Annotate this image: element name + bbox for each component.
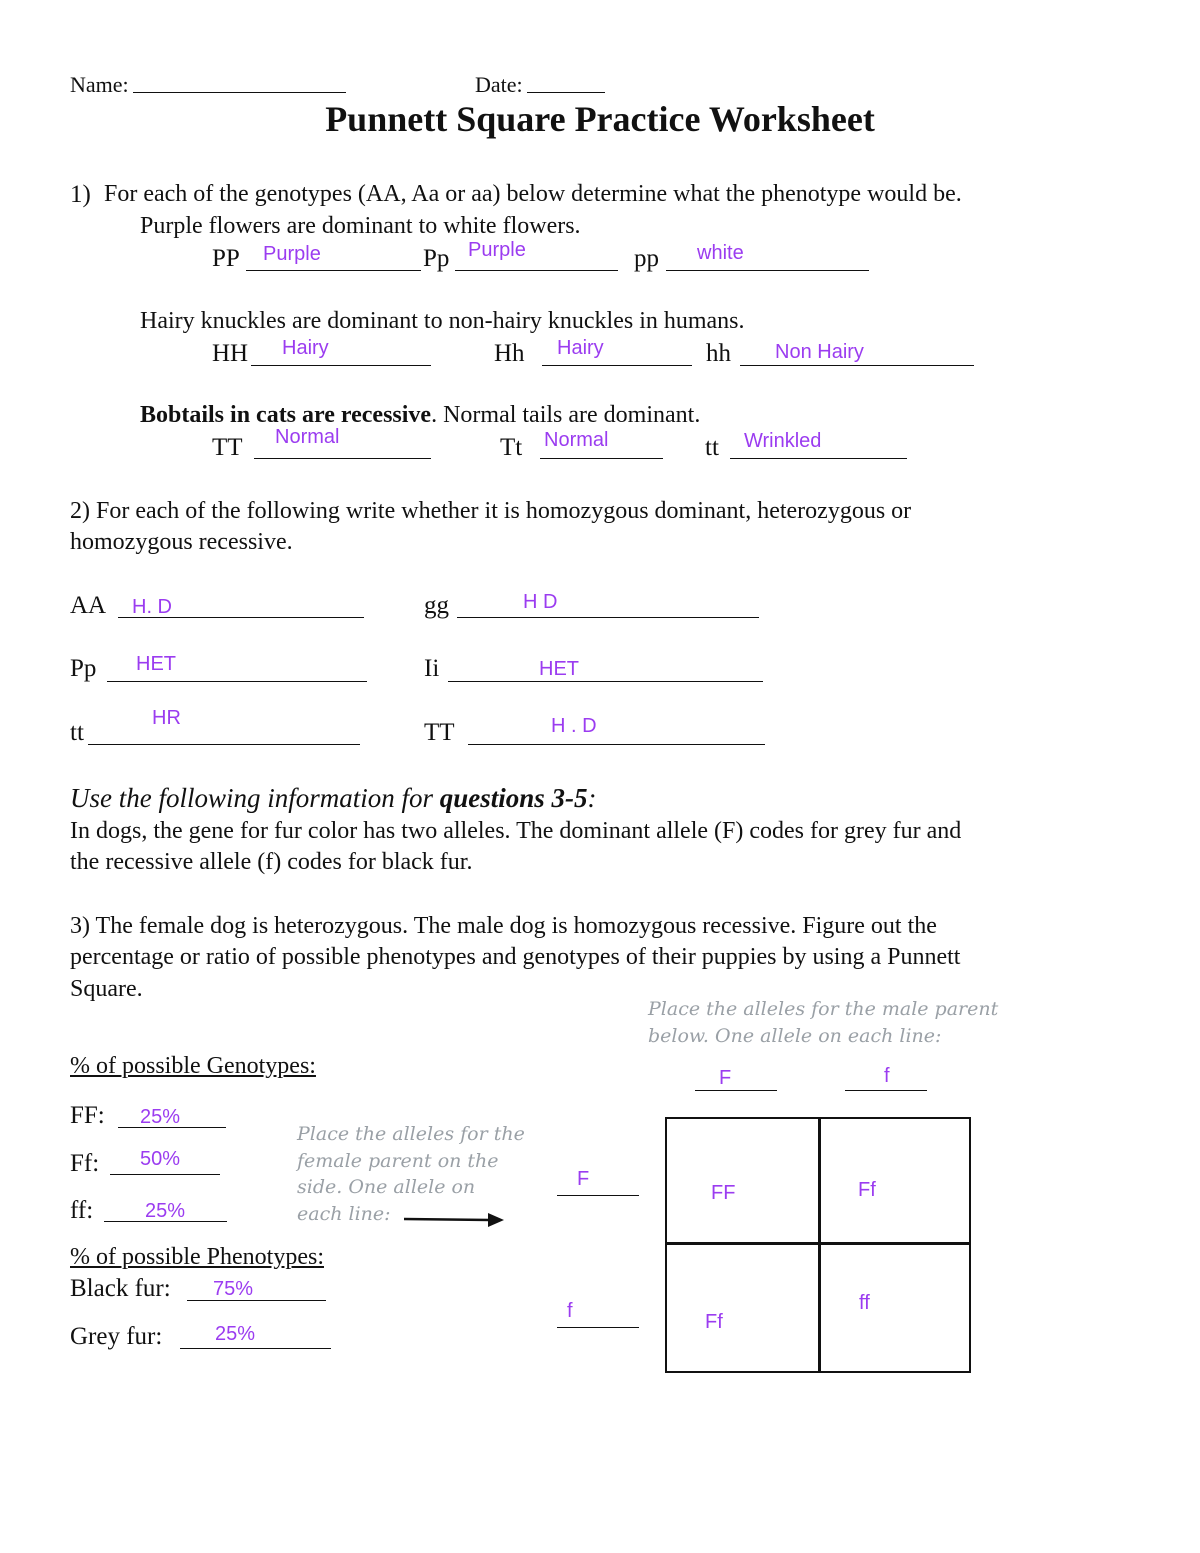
q2-tt-dom-answer-line[interactable] [468, 744, 765, 745]
q1-prompt: For each of the genotypes (AA, Aa or aa) below determine what the phenotype would be. [104, 181, 962, 207]
q2-gg-answer: H D [523, 591, 558, 613]
bobtails-statement-bold: Bobtails in cats are recessive [140, 402, 432, 428]
date-label: Date: [475, 72, 523, 97]
info-line2: the recessive allele (f) codes for black fur. [70, 849, 473, 875]
hh-dominant-label: HH [212, 340, 249, 367]
q2-tt-dom-label: TT [424, 719, 455, 746]
punnett-cell-bottom-right[interactable]: ff [859, 1292, 870, 1314]
pp-dominant-answer-line[interactable] [246, 270, 421, 271]
pp-dominant-label: PP [212, 245, 240, 272]
male-hint-line2: below. One allele on each line: [648, 1025, 942, 1047]
phenotype-grey-label: Grey fur: [70, 1323, 163, 1350]
female-hint-line1: Place the alleles for the [297, 1123, 525, 1145]
knuckles-statement: Hairy knuckles are dominant to non-hairy knuckles in humans. [140, 308, 745, 334]
q2-pp-label: Pp [70, 655, 97, 682]
q2-ii-answer-line[interactable] [448, 681, 763, 682]
pp-rec-answer: white [697, 242, 744, 264]
flowers-statement: Purple flowers are dominant to white flowers. [140, 213, 581, 239]
q2-tt-label: tt [70, 719, 84, 746]
female-hint-line2: female parent on the [297, 1149, 499, 1172]
info-heading [70, 783, 597, 814]
punnett-cell-top-right[interactable]: Ff [858, 1179, 876, 1201]
pp-het-answer: Purple [468, 239, 526, 261]
q2-tt-answer: HR [152, 707, 181, 729]
hh-rec-label: hh [706, 340, 731, 367]
genotype-ff-het-label: Ff: [70, 1150, 100, 1177]
q1-number: 1) [70, 181, 91, 208]
tt-het-label: Tt [500, 434, 523, 461]
male-allele-1: F [719, 1067, 732, 1089]
hh-rec-answer-line[interactable] [740, 365, 974, 366]
phenotype-grey-answer-line[interactable] [180, 1348, 331, 1349]
female-allele-1: F [577, 1168, 590, 1190]
q2-gg-label: gg [424, 592, 449, 619]
female-allele-2-line[interactable] [557, 1327, 639, 1328]
date-field[interactable] [527, 92, 605, 93]
male-parent-hint [648, 996, 998, 1050]
tt-rec-answer: Wrinkled [744, 430, 822, 452]
q2-tt-answer-line[interactable] [88, 744, 360, 745]
phenotype-black-answer: 75% [213, 1278, 254, 1300]
pp-rec-label: pp [634, 245, 659, 272]
phenotype-black-label: Black fur: [70, 1275, 171, 1302]
info-heading-italic: Use the following information for [70, 783, 440, 813]
q2-gg-answer-line[interactable] [457, 617, 759, 618]
female-hint-line3: side. One allele on [297, 1176, 476, 1198]
q2-pp-answer: HET [136, 653, 176, 675]
hh-dominant-answer: Hairy [282, 337, 329, 359]
q3-line1: 3) The female dog is heterozygous. The male dog is homozygous recessive. Figure out the [70, 913, 937, 939]
hh-rec-answer: Non Hairy [775, 341, 864, 363]
phenotypes-heading: % of possible Phenotypes: [70, 1244, 324, 1270]
punnett-square [665, 1117, 971, 1373]
genotype-ff-rec-label: ff: [70, 1197, 94, 1224]
q2-aa-label: AA [70, 592, 107, 619]
genotype-ff-het-answer: 50% [140, 1148, 181, 1170]
q2-aa-answer: H. D [132, 596, 172, 618]
pp-rec-answer-line[interactable] [666, 270, 869, 271]
genotype-ff-het-answer-line[interactable] [110, 1174, 220, 1175]
pp-het-label: Pp [423, 245, 450, 272]
punnett-cell-top-left[interactable]: FF [711, 1182, 736, 1204]
tt-het-answer-line[interactable] [540, 458, 663, 459]
bobtails-statement-rest: . Normal tails are dominant. [431, 402, 701, 428]
male-allele-1-line[interactable] [695, 1090, 777, 1091]
pp-dominant-answer: Purple [263, 243, 321, 265]
male-hint-line1: Place the alleles for the male parent [648, 998, 999, 1020]
female-hint-line4: each line: [297, 1202, 391, 1225]
phenotype-grey-answer: 25% [215, 1323, 256, 1345]
pp-het-answer-line[interactable] [455, 270, 618, 271]
genotype-ff-rec-answer: 25% [145, 1200, 186, 1222]
page-title: Punnett Square Practice Worksheet [325, 99, 875, 139]
male-allele-2-line[interactable] [845, 1090, 927, 1091]
hh-het-answer: Hairy [557, 337, 604, 359]
punnett-divider-horizontal [667, 1242, 969, 1245]
hh-het-label: Hh [494, 340, 525, 367]
genotype-ff-dom-label: FF: [70, 1102, 105, 1129]
female-allele-2: f [567, 1300, 573, 1322]
punnett-divider-vertical [818, 1119, 821, 1371]
info-heading-bold: questions 3-5 [439, 783, 588, 813]
tt-dominant-answer: Normal [275, 426, 340, 448]
q2-pp-answer-line[interactable] [107, 681, 367, 682]
q2-ii-answer: HET [539, 658, 579, 680]
tt-rec-answer-line[interactable] [730, 458, 907, 459]
q2-prompt-line1: 2) For each of the following write whether it is homozygous dominant, heterozygous or [70, 498, 912, 524]
name-label: Name: [70, 72, 129, 97]
q2-ii-label: Ii [424, 655, 440, 682]
q2-tt-dom-answer: H . D [551, 715, 597, 737]
q2-prompt-line2: homozygous recessive. [70, 529, 293, 555]
arrow-right-icon [402, 1209, 506, 1231]
info-heading-colon: : [587, 783, 597, 813]
hh-dominant-answer-line[interactable] [251, 365, 431, 366]
hh-het-answer-line[interactable] [542, 365, 692, 366]
female-allele-1-line[interactable] [557, 1195, 639, 1196]
phenotype-black-answer-line[interactable] [187, 1300, 326, 1301]
genotype-ff-dom-answer: 25% [140, 1106, 181, 1128]
tt-het-answer: Normal [544, 429, 609, 451]
genotypes-heading: % of possible Genotypes: [70, 1053, 316, 1079]
tt-rec-label: tt [705, 434, 719, 461]
tt-dominant-label: TT [212, 434, 243, 461]
male-allele-2: f [884, 1065, 890, 1087]
bobtails-statement [140, 402, 700, 429]
name-field[interactable] [133, 92, 346, 93]
q3-line2: percentage or ratio of possible phenotypes and genotypes of their puppies by using a Punnett [70, 944, 961, 970]
tt-dominant-answer-line[interactable] [254, 458, 431, 459]
info-line1: In dogs, the gene for fur color has two alleles. The dominant allele (F) codes for grey fur and [70, 818, 962, 844]
q3-line3: Square. [70, 976, 143, 1002]
punnett-cell-bottom-left[interactable]: Ff [705, 1311, 723, 1333]
